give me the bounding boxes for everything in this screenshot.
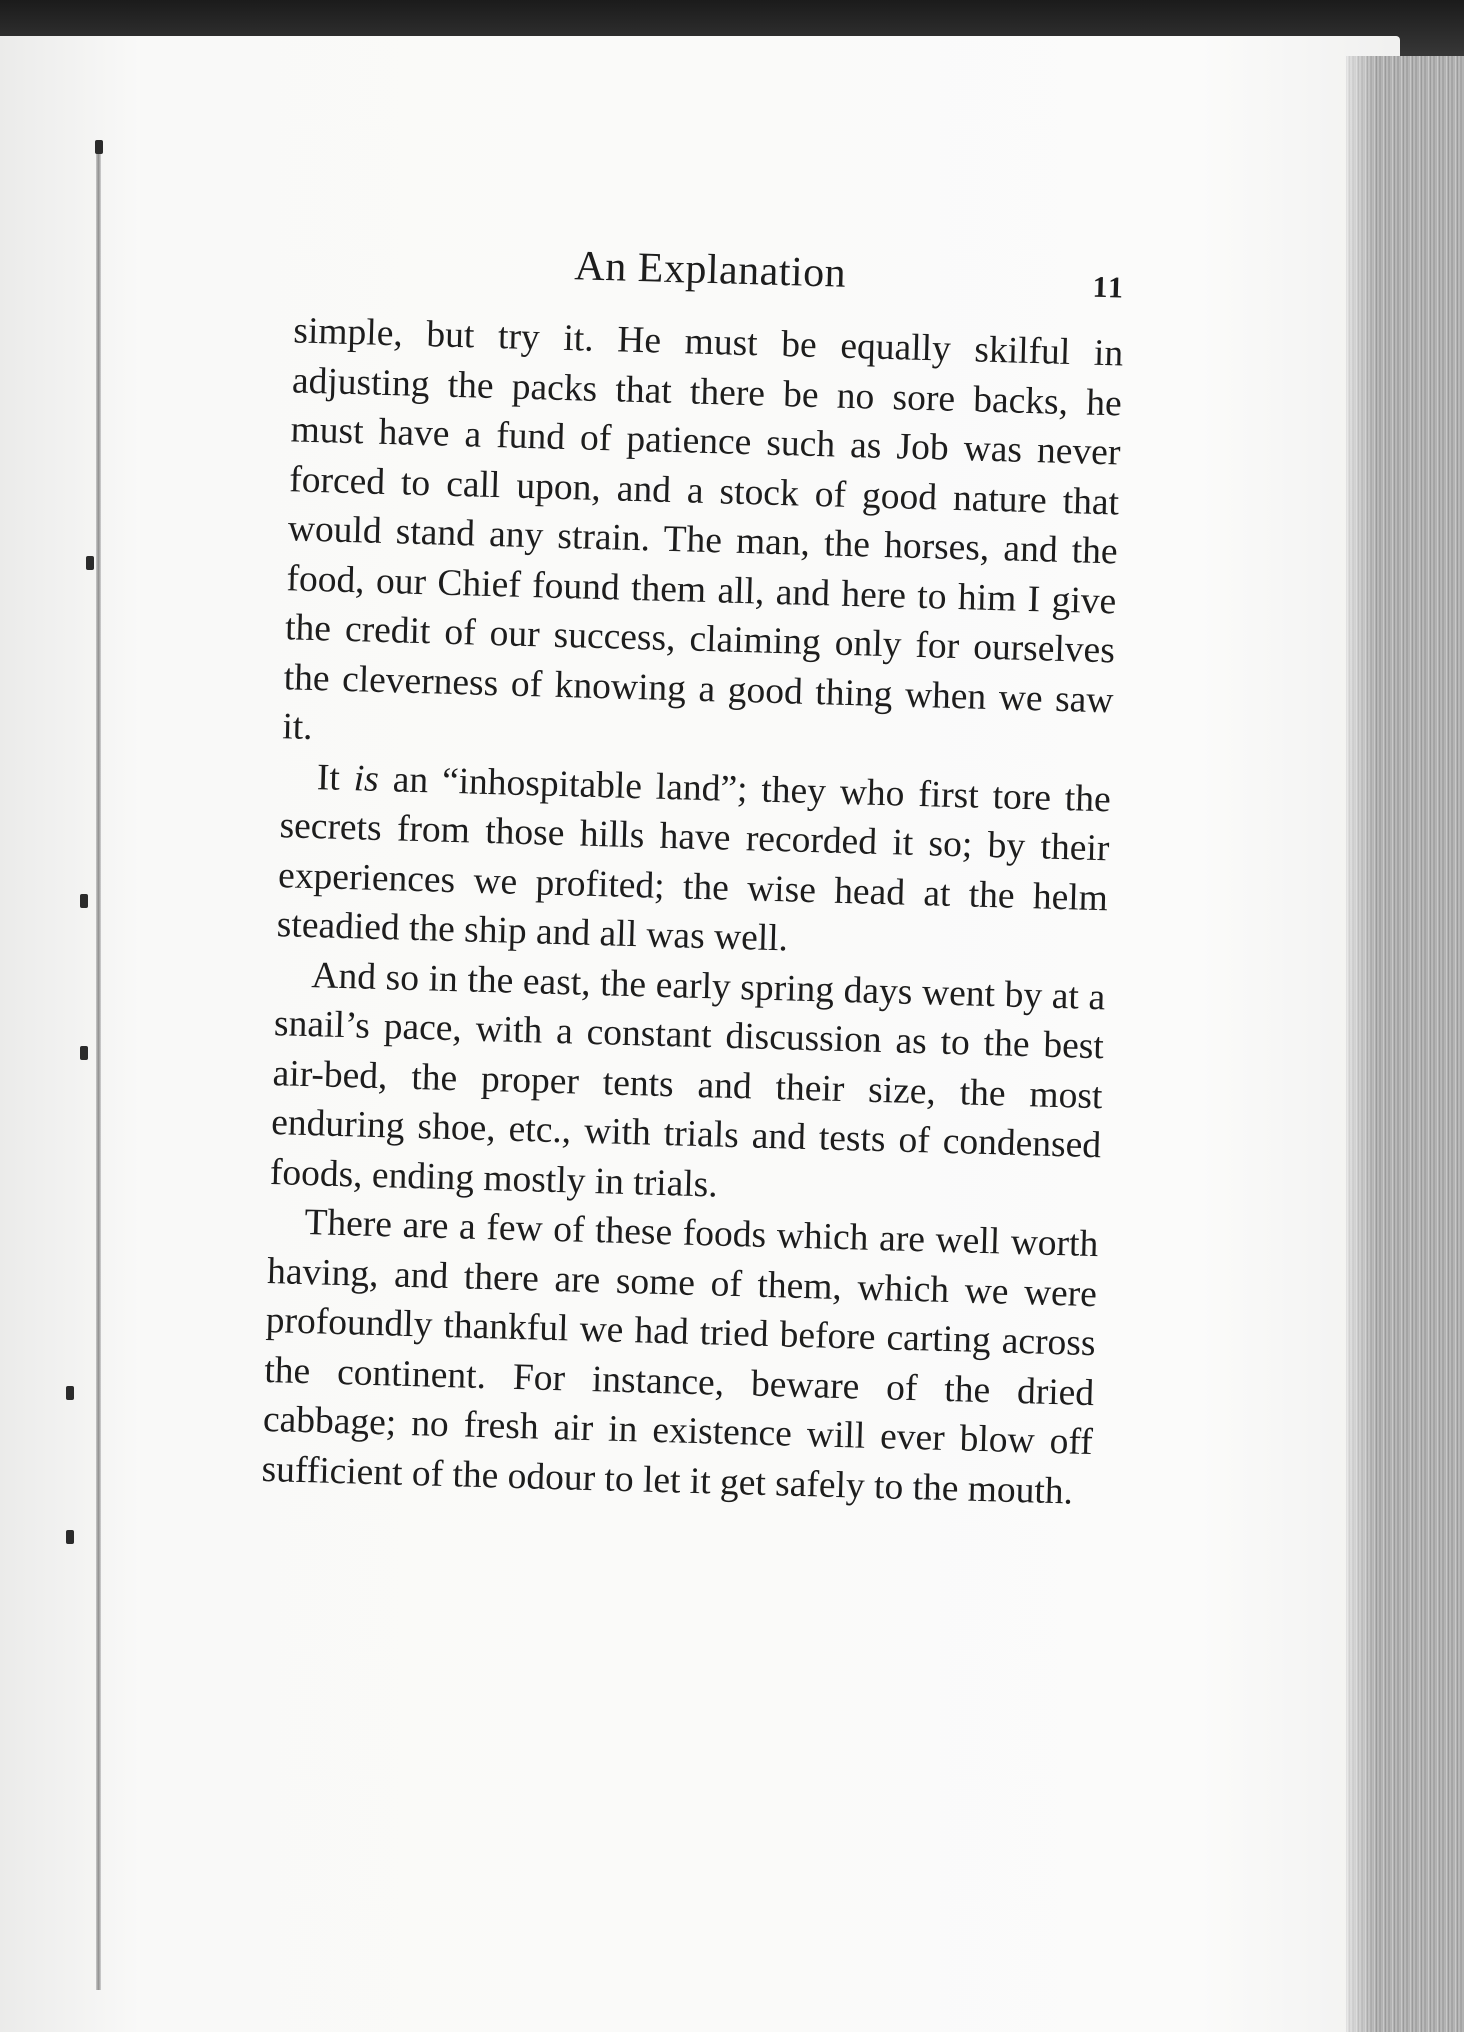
paragraph-text: an “inhospitable land”; they who first tore the secrets from those hills have recorded it so; by their experiences we profited; the wise head at the helm steadied the ship and all was well. [276, 758, 1112, 960]
paragraph-text: It [316, 756, 355, 799]
paragraph: simple, but try it. He must be equally skilful in adjusting the packs that there be no sore backs, he must have a fund of patience such as Job was never forced to call upon, and a stock of good nature that would stand any strain. The man, the horses, and the food, our Chief found them all, and here to him I give the credit of our success, claiming only for ourselves the cleverness of knowing a good thing when we saw it. [281, 310, 1124, 749]
page-edge-shade [1346, 56, 1376, 2032]
paragraph [276, 752, 1111, 973]
running-title: An Explanation [573, 243, 847, 297]
gutter-binding-line [96, 150, 101, 1990]
body-text [261, 306, 1124, 1517]
gutter-mark [66, 1530, 74, 1544]
gutter-mark [80, 894, 88, 908]
gutter-mark [80, 1046, 88, 1060]
italic-emphasis: is [353, 757, 380, 800]
page-number: 11 [1092, 270, 1126, 305]
paragraph: And so in the east, the early spring days went by at a snail’s pace, with a constant discussion as to the best air-bed, the proper tents and their size, the most enduring shoe, etc., with trials and tests of condensed foods, ending mostly in trials. [269, 954, 1106, 1206]
gutter-mark [86, 556, 94, 570]
page-text-block [261, 234, 1126, 1517]
gutter-mark [66, 1386, 74, 1400]
gutter-mark [95, 140, 103, 154]
paragraph: There are a few of these foods which are well worth having, and there are some of them, which we were profoundly thankful we had tried before carting across the continent. For instance, beware of the dried cabbage; no fresh air in existence will ever blow off sufficient of the odour to let it get safely to the mouth. [261, 1202, 1099, 1513]
